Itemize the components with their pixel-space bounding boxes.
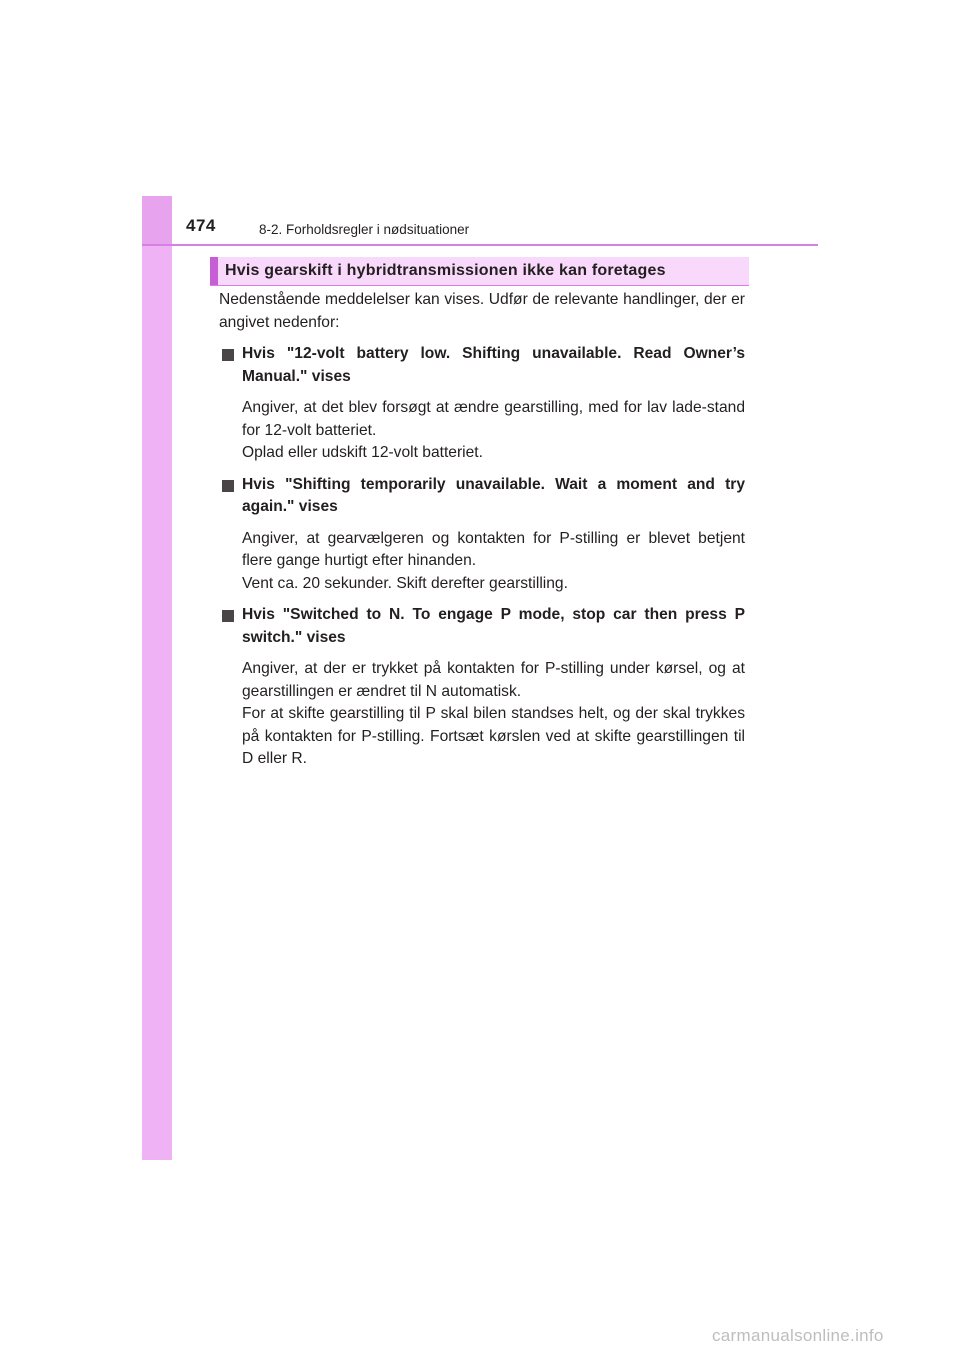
list-item bbox=[219, 343, 745, 465]
list-item bbox=[219, 474, 745, 596]
intro-text: Nedenstående meddelelser kan vises. Udfør de relevante handlinger, der er angivet nedenfor: bbox=[219, 291, 745, 331]
header-divider bbox=[142, 244, 818, 246]
sidebar-tab bbox=[142, 196, 172, 1160]
item-desc-line: Oplad eller udskift 12-volt batteriet. bbox=[242, 444, 483, 461]
section-title: Hvis gearskift i hybridtransmissionen ikke kan foretages bbox=[225, 262, 666, 279]
square-bullet-icon bbox=[222, 349, 234, 361]
item-desc-line: Vent ca. 20 sekunder. Skift derefter gearstilling. bbox=[242, 574, 568, 592]
item-description bbox=[242, 397, 745, 465]
chapter-title: 8-2. Forholdsregler i nødsituationer bbox=[259, 222, 470, 237]
square-bullet-icon bbox=[222, 480, 234, 492]
item-desc-line: Angiver, at gearvælgeren og kontakten for P-stilling er blevet betjent flere gange hurtigt efter hinanden. bbox=[242, 529, 745, 569]
item-desc-line: Angiver, at der er trykket på kontakten for P-stilling under kørsel, og at gearstillingen er ændret til N automatisk. bbox=[242, 660, 745, 700]
item-desc-line: For at skifte gearstilling til P skal bilen standses helt, og der skal trykkes på kontakten for P-stilling. Fortsæt kørslen ved at skifte gearstillingen til D eller R. bbox=[242, 705, 745, 767]
item-desc-line: Angiver, at det blev forsøgt at ændre gearstilling, med for lav lade-stand for 12-volt batteriet. bbox=[242, 399, 745, 439]
list-item bbox=[219, 604, 745, 771]
section-body bbox=[219, 289, 745, 771]
item-description bbox=[242, 658, 745, 771]
square-bullet-icon bbox=[222, 610, 234, 622]
item-title: Hvis "Shifting temporarily unavailable. Wait a moment and try again." vises bbox=[242, 475, 745, 515]
item-description bbox=[242, 528, 745, 596]
page-number: 474 bbox=[186, 216, 216, 235]
watermark: carmanualsonline.info bbox=[712, 1326, 884, 1345]
header-tab bbox=[142, 196, 172, 244]
section-heading-accent bbox=[210, 257, 218, 285]
item-title: Hvis "Switched to N. To engage P mode, stop car then press P switch." vises bbox=[242, 606, 745, 646]
item-title: Hvis "12-volt battery low. Shifting unavailable. Read Owner’s Manual." vises bbox=[242, 345, 745, 385]
